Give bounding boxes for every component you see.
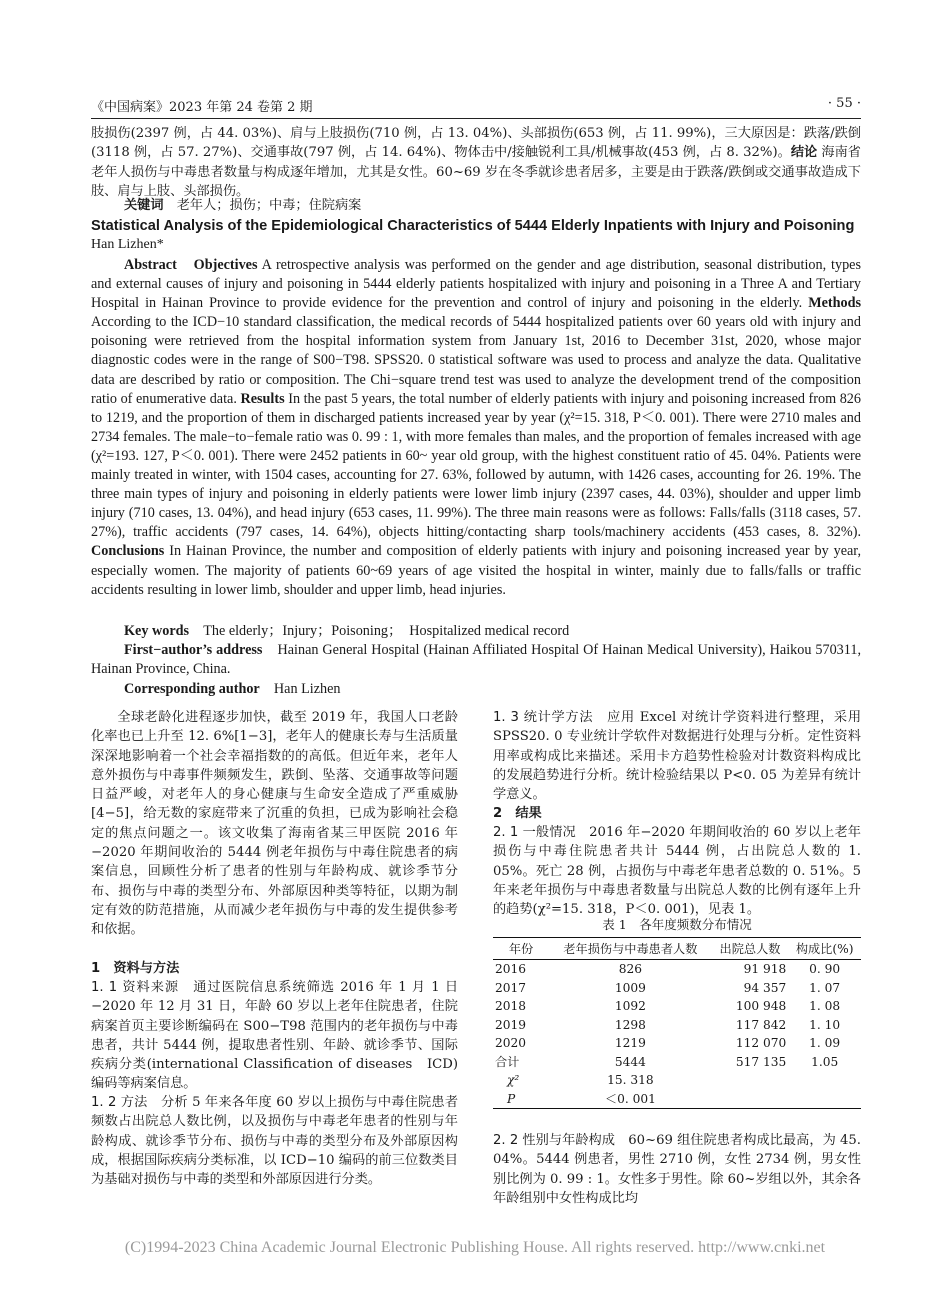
table-header-cell: 构成比(%) xyxy=(788,938,861,960)
journal-name: 《中国病案》2023 年第 24 卷第 2 期 xyxy=(91,100,313,115)
english-keywords: Key words The elderly；Injury；Poisoning； Hospitalized medical record xyxy=(124,623,570,639)
table-header-cell: 年份 xyxy=(493,938,549,960)
table-1-title: 表 1 各年度频数分布情况 xyxy=(602,917,752,932)
table-row: 2018 1092 100 948 1. 08 xyxy=(495,999,841,1013)
section-2-1: 2. 1 一般情况 2016 年−2020 年期间收治的 60 岁以上老年损伤与中毒住院患者共计 5444 例，占出院总人数的 1. 05%。死亡 28 例，占损伤与中毒老年患者总数的 0. 51%。5 年来老年损伤与中毒患者数量与出院总人数的比例有逐年上升的趋势(χ²=15. 318，P＜0. 001)，见表 1。 xyxy=(493,825,861,918)
table-row: 合计 5444 517 135 1.05 xyxy=(495,1054,839,1069)
section-1-2: 1. 2 方法 分析 5 年来各年度 60 岁以上损伤与中毒住院患者频数占出院总人数比例，以及损伤与中毒老年患者的性别与年龄构成、就诊季节分布、损伤与中毒的类型分布及外部原因构成，根据国际疾病分类标准，以 ICD−10 编码的前三位数类目为基础对损伤与中毒的类型和外部原因进行分类。 xyxy=(91,1095,459,1188)
corresponding-author: Corresponding author Han Lizhen xyxy=(124,681,341,697)
table-row: 2019 1298 117 842 1. 10 xyxy=(495,1017,841,1032)
page-number: · 55 · xyxy=(827,96,861,111)
zh-keywords: 关键词 老年人；损伤；中毒；住院病案 xyxy=(124,198,362,213)
copyright-footer: (C)1994-2023 China Academic Journal Electronic Publishing House. All rights reserved. http://www.cnki.net xyxy=(124,1239,826,1256)
english-abstract: Abstract Objectives A retrospective analysis was performed on the gender and age distribution, seasonal distribution, types and external causes of injury and poisoning in 5444 elderly patients hospitalized with injury and poisoning in a Three A and Tertiary Hospital in Hainan Province to provide evidence for the prevention and control of injury and poisoning in the elderly. Methods According to the ICD−10 standard classification, the medical records of 5444 hospitalized patients over 60 years old with injury and poisoning were retrieved from the hospital information system from January 1st, 2016 to December 31st, 2020, whose major diagnostic codes were in the range of S00−T98. SPSS20. 0 statistical software was used to process and analyze the data. Qualitative data are described by ratio or composition. The Chi−square trend test was used to analyze the development trend of the composition ratio of enumerative data. Results In the past 5 years, the total number of elderly patients with injury and poisoning increased from 826 to 1219, and the proportion of them in discharged patients increased year by year (χ²=15. 318, P＜0. 001). There were 2710 males and 2734 females. The male−to−female ratio was 0. 99 : 1, with more females than males, and the proportion of females increased with age (χ²=193. 127, P＜0. 001). There were 2452 patients in 60~ year old group, with the highest constituent ratio of 45. 04%. Patients were mainly treated in winter, with 1504 cases, accounting for 27. 63%, followed by autumn, with 1426 cases, accounting for 26. 19%. The three main types of injury and poisoning in elderly patients were lower limb injury (2397 cases, 44. 03%), shoulder and upper limb injury (710 cases, 13. 04%), and head injury (653 cases, 11. 99%). The three main reasons were as follows: Falls/falls (3118 cases, 57. 27%), traffic accidents (797 cases, 14. 64%), objects hitting/contacting sharp tools/machinery accidents (453 cases, 8. 32%). Conclusions In Hainan Province, the number and composition of elderly patients with injury and poisoning increased year by year, especially women. The majority of patients 60~69 years of age visited the hospital in winter, mainly due to falls/falls or traffic accidents resulting in lower limb, shoulder and upper limb, head injuries. xyxy=(91,257,862,598)
table-row: 2017 1009 94 357 1. 07 xyxy=(495,980,841,995)
table-row: 2020 1219 112 070 1. 09 xyxy=(495,1036,841,1050)
section-2-heading: 2 结果 xyxy=(493,806,542,821)
section-2-2: 2. 2 性别与年龄构成 60~69 组住院患者构成比最高，为 45. 04%。5444 例患者，男性 2710 例，女性 2734 例，男女性别比例为 0. 99 : 1。女性多于男性。除 60~岁组以外，其余各年龄组别中女性构成比均 xyxy=(493,1133,861,1206)
table-header-cell: 出院总人数 xyxy=(712,938,789,960)
table-header-cell: 老年损伤与中毒患者人数 xyxy=(549,938,712,960)
zh-abstract-tail: 肢损伤(2397 例，占 44. 03%)、肩与上肢损伤(710 例，占 13. 04%)、头部损伤(653 例，占 11. 99%)，三大原因是：跌落/跌倒(3118 例，占 57. 27%)、交通事故(797 例，占 14. 64%)、物体击中/接触锐利工具/机械事故(453 例，占 8. 32%)。结论 海南省老年人损伤与中毒患者数量与构成逐年增加，尤其是女性。60~69 岁在冬季就诊患者居多，主要是由于跌落/跌倒或交通事故造成下肢、肩与上肢、头部损伤。 xyxy=(91,126,861,199)
section-1-3: 1. 3 统计学方法 应用 Excel 对统计学资料进行整理，采用 SPSS20. 0 专业统计学软件对数据进行处理与分析。定性资料用率或构成比来描述。采用卡方趋势性检验对计数资料构成比的发展趋势进行分析。统计检验结果以 P<0. 05 为差异有统计学意义。 xyxy=(493,710,862,803)
section-1-1: 1. 1 资料来源 通过医院信息系统筛选 2016 年 1 月 1 日−2020 年 12 月 31 日，年龄 60 岁以上老年住院患者，住院病案首页主要诊断编码在 S00−T98 范围内的老年损伤与中毒患者，共计 5444 例，提取患者性别、年龄、就诊季节、国际疾病分类(international Classification of diseases ICD)编码等病案信息。 xyxy=(91,980,459,1092)
table-header-row xyxy=(493,938,861,960)
english-title: Statistical Analysis of the Epidemiological Characteristics of 5444 Elderly Inpatients with Injury and Poisoning xyxy=(91,218,855,234)
section-1-heading: 1 资料与方法 xyxy=(91,961,180,976)
header-rule xyxy=(91,118,861,119)
english-author: Han Lizhen* xyxy=(91,237,164,252)
table-row-chi-square: χ² 15. 318 xyxy=(507,1073,654,1087)
intro-paragraph: 全球老龄化进程逐步加快，截至 2019 年，我国人口老龄化率也已上升至 12. 6%[1−3]，老年人的健康长寿与生活质量深深地影响着一个社会幸福指数的的高低。但近年来，老年人意外损伤与中毒事件频频发生，跌倒、坠落、交通事故等问题日益严峻，对老年人的身心健康与生命安全造成了严重威胁[4−5]，给无数的家庭带来了沉重的负担，已成为影响社会稳定的焦点问题之一。该文收集了海南省某三甲医院 2016 年−2020 年期间收治的 5444 例老年损伤与中毒住院患者的病案信息，回顾性分析了患者的性别与年龄构成、就诊季节分布、损伤与中毒的类型分布、外部原因种类等特征，以期为制定有效的防范措施，从而减少老年损伤与中毒的发生提供参考和依据。 xyxy=(91,710,458,938)
table-row: 2016 826 91 918 0. 90 xyxy=(495,962,841,976)
running-header xyxy=(91,96,861,116)
table-1 xyxy=(493,937,861,1109)
table-row-p-value: P ＜0. 001 xyxy=(493,1090,861,1109)
first-author-address: First−author’s address Hainan General Hospital (Hainan Affiliated Hospital Of Hainan Medical University), Haikou 570311, Hainan Province, China. xyxy=(91,642,861,678)
